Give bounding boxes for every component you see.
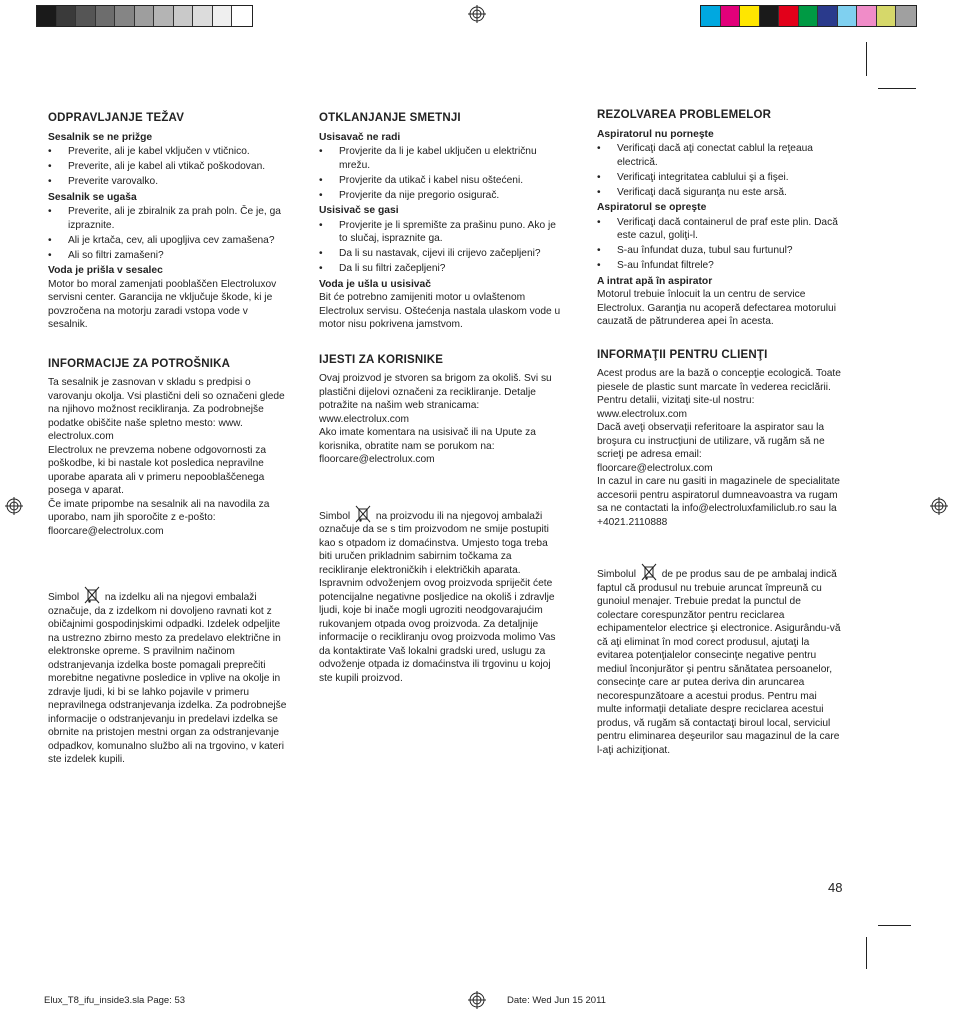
disposal-text: de pe produs sau de pe ambalaj indică faptul că produsul nu trebuie aruncat împreună cu gunoiul menajer. Trebuie predat la punctul de colectare corespunzător pentru reciclarea echipamentelor electrice şi electronice. Asigurându-vă că aţi eliminat în mod corect produsul, ajutaţi la evitarea potenţialelor consecinţe negative pentru mediul înconjurător şi pentru sănătatea persoanelor, consecinţe care ar putea deriva din aruncarea necorespunzătoare a acestui produs. Pentru mai multe informaţii detaliate despre reciclarea acestui produs, vă rugăm să contactaţi biroul local, serviciul pentru eliminarea deşeurilor sau magazinul de la care l-aţi achiziţionat.: [597, 569, 841, 756]
list-item: • S-au înfundat filtrele?: [597, 259, 843, 273]
color-swatch: [896, 6, 916, 26]
crossed-bin-icon: [641, 563, 657, 581]
crop-mark: [878, 88, 916, 89]
list-item: • Preverite varovalko.: [48, 175, 288, 189]
crop-mark: [866, 937, 867, 969]
bullet-list: [319, 219, 561, 276]
registration-mark-icon: [468, 5, 486, 23]
symbol-label: Simbolul: [597, 569, 637, 580]
column-croatian: [319, 112, 561, 685]
subheading: Sesalnik se ugaša: [48, 191, 137, 203]
column-romanian: [597, 109, 843, 757]
color-swatch: [213, 6, 233, 26]
troubleshooting-heading: OTKLANJANJE SMETNJI: [319, 112, 461, 124]
symbol-label: Simbol: [48, 592, 80, 603]
paragraph: Bit će potrebno zamijeniti motor u ovlaštenom Electrolux servisu. Oštećenja nastala ulaskom vode u motor nisu pokrivena jamstvom.: [319, 292, 561, 330]
footer-date: Date: Wed Jun 15 2011: [507, 995, 606, 1006]
list-item: • Ali so filtri zamašeni?: [48, 249, 288, 263]
consumer-info-heading: INFORMAŢII PENTRU CLIENŢI: [597, 348, 768, 361]
list-item: • Verificaţi dacă aţi conectat cablul la reţeaua electrică.: [597, 142, 843, 169]
column-slovenian: [48, 112, 288, 767]
color-swatch: [818, 6, 838, 26]
bullet-list: [319, 145, 561, 202]
color-swatch: [115, 6, 135, 26]
list-item: • Provjerite da li je kabel uključen u električnu mrežu.: [319, 145, 561, 172]
color-swatch: [154, 6, 174, 26]
color-swatch: [135, 6, 155, 26]
paragraph: Ovaj proizvod je stvoren sa brigom za okoliš. Svi su plastični dijelovi označeni za recikliranje. Detalje potražite na našim web stranicama: www.electrolux.com Ako imate komentara na usisivač ili na Upute za korisnika, obratite nam se porukom na: floorcare@electrolux.com: [319, 373, 552, 465]
page-number: 48: [828, 880, 843, 895]
symbol-label: Simbol: [319, 510, 351, 522]
color-swatch: [37, 6, 57, 26]
crop-mark: [866, 42, 867, 76]
paragraph: Motorul trebuie înlocuit la un centru de service Electrolux. Garanţia nu acoperă defectarea motorului cauzată de pătrunderea apei în acesta.: [597, 289, 836, 327]
disposal-paragraph: [597, 563, 843, 757]
consumer-info-heading: IJESTI ZA KORISNIKE: [319, 353, 444, 366]
bullet-list: [597, 142, 843, 199]
list-item: • Preverite, ali je kabel ali vtikač poškodovan.: [48, 160, 288, 174]
disposal-paragraph: [48, 586, 288, 767]
list-item: • Preverite, ali je kabel vključen v vtičnico.: [48, 145, 288, 159]
list-item: • Provjerite da utikač i kabel nisu oštećeni.: [319, 174, 561, 188]
bullet-list: [597, 216, 843, 273]
color-swatch: [96, 6, 116, 26]
registration-mark-icon: [930, 497, 948, 515]
footer-file-info: Elux_T8_ifu_inside3.sla Page: 53: [44, 995, 186, 1006]
list-item: • Verificaţi integritatea cablului şi a fişei.: [597, 171, 843, 185]
consumer-info-heading: INFORMACIJE ZA POTROŠNIKA: [48, 357, 231, 370]
crop-mark: [878, 925, 911, 926]
crossed-bin-icon: [355, 505, 371, 523]
subheading: Usisavač ne radi: [319, 131, 401, 143]
list-item: • Da li su nastavak, cijevi ili crijevo začepljeni?: [319, 247, 561, 261]
color-swatch: [779, 6, 799, 26]
paragraph: Ta sesalnik je zasnovan v skladu s predpisi o varovanju okolja. Vsi plastični deli so označeni glede na njihovo možnost recikliranja. Za podrobnejše podatke obiščite naše spletno mesto: www. electrolux.com Electrolux ne prevzema nobene odgovornosti za poškodbe, ki bi nastale kot posledica nepravilne uporabe aparata ali v primeru nepooblaščenega posega v aparat. Če imate pripombe na sesalnik ali na navodila za uporabo, nam jih sporočite z e-pošto: floorcare@electrolux.com: [48, 377, 285, 537]
list-item: • Verificaţi dacă siguranţa nu este arsă.: [597, 186, 843, 200]
paragraph: Motor bo moral zamenjati pooblaščen Electroluxov servisni center. Garancija ne vključuje škode, ki je povzročena na motorju zaradi vstopa vode v sesalnik.: [48, 278, 277, 330]
list-item: • Provjerite da nije pregorio osigurač.: [319, 189, 561, 203]
list-item: • Da li su filtri začepljeni?: [319, 262, 561, 276]
paragraph: Acest produs are la bază o concepţie ecologică. Toate piesele de plastic sunt marcate în vederea reciclării. Pentru detalii, vizitaţi site-ul nostru: www.electrolux.com Dacă aveţi observaţii referitoare la aspirator sau la broşura cu instrucţiuni de utilizare, vă rugăm să ne scrieţi pe adresa email: floorcare@electrolux.com In cazul in care nu gasiti in magazinele de specialitate accesorii pentru aspiratorul dumneavoastra va rugam sa ne contactati la info@electroluxfamiliclub.ro sau la +4021.2110888: [597, 368, 841, 528]
subheading: Aspiratorul nu porneşte: [597, 128, 714, 140]
subheading: Sesalnik se ne prižge: [48, 131, 153, 143]
subheading: Voda je prišla v sesalec: [48, 265, 163, 276]
color-swatch: [799, 6, 819, 26]
subheading: A intrat apă în aspirator: [597, 275, 713, 287]
crossed-bin-icon: [84, 586, 100, 604]
color-swatch: [721, 6, 741, 26]
troubleshooting-heading: REZOLVAREA PROBLEMELOR: [597, 109, 772, 121]
list-item: • Preverite, ali je zbiralnik za prah poln. Če je, ga izpraznite.: [48, 205, 288, 232]
color-swatch: [740, 6, 760, 26]
bullet-list: [48, 145, 288, 189]
subheading: Voda je ušla u usisivač: [319, 278, 431, 290]
disposal-text: na izdelku ali na njegovi embalaži označuje, da z izdelkom ni dovoljeno ravnati kot z običajnimi gospodinjskimi odpadki. Izdelek odpeljite na ustrezno zbirno mesto za predelavo električne in elektronske opreme. S pravilnim načinom odstranjevanja izdelka boste pomagali preprečiti morebitne negativne posledice in vplive na okolje in zdravje ljudi, ki bi se lahko pojavile v primeru nepravilnega odstranjevanja izdelka. Za podrobnejše informacije o odstranjevanju in predelavi izdelka se obrnite na pristojen mestni organ za odstranjevanje odpadkov, komunalno službo ali na trgovino, v kateri ste izdelek kupili.: [48, 592, 287, 765]
grayscale-color-bar: [36, 5, 253, 27]
list-item: • Ali je krtača, cev, ali upogljiva cev zamašena?: [48, 234, 288, 248]
color-swatch: [838, 6, 858, 26]
registration-mark-icon: [468, 991, 486, 1009]
color-swatch: [877, 6, 897, 26]
color-swatch: [57, 6, 77, 26]
color-swatch: [76, 6, 96, 26]
list-item: • Verificaţi dacă containerul de praf este plin. Dacă este cazul, goliţi-l.: [597, 216, 843, 243]
troubleshooting-heading: ODPRAVLJANJE TEŽAV: [48, 112, 185, 124]
color-swatch: [232, 6, 252, 26]
color-swatch: [857, 6, 877, 26]
process-color-bar: [700, 5, 917, 27]
subheading: Aspiratorul se opreşte: [597, 202, 707, 213]
color-swatch: [174, 6, 194, 26]
subheading: Usisivač se gasi: [319, 205, 399, 216]
disposal-text: na proizvodu ili na njegovoj ambalaži označuje da se s tim proizvodom ne smije postupiti kao s otpadom iz domaćinstva. Umjesto toga treba biti uručen prikladnim sabirnim točkama za recikliranje elektroničkih i električkih aparata. Ispravnim odvoženjem ovog proizvoda spriječit ćete potencijalne negativne posljedice na okoliš i zdravlje ljudi, koje bi inače mogli ugroziti neodgovarajućim rukovanjem otpada ovog proizvoda. Za detaljnije informacije o recikliranju ovog proizvoda molimo Vas da kontaktirate Vaš lokalni gradski ured, uslugu za odvoženje otpada iz domaćinstva ili trgovinu u kojoj ste kupili proizvod.: [319, 510, 556, 684]
color-swatch: [193, 6, 213, 26]
list-item: • Provjerite je li spremište za prašinu puno. Ako je to slučaj, ispraznite ga.: [319, 219, 561, 246]
color-swatch: [760, 6, 780, 26]
list-item: • S-au înfundat duza, tubul sau furtunul?: [597, 244, 843, 258]
color-swatch: [701, 6, 721, 26]
registration-mark-icon: [5, 497, 23, 515]
bullet-list: [48, 205, 288, 262]
disposal-paragraph: [319, 505, 561, 686]
